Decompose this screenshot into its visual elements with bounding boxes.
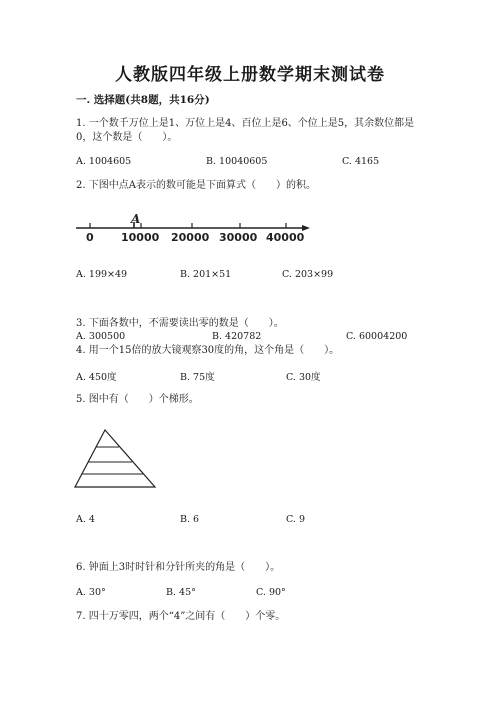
question-5-text: 5. 图中有（ ）个梯形。 (76, 394, 199, 405)
question-1-option-a[interactable]: A. 1004605 (76, 156, 132, 167)
trapezoid-triangle-figure (72, 428, 162, 492)
question-3-option-b[interactable]: B. 420782 (212, 331, 262, 342)
number-line-figure (74, 212, 314, 246)
question-3-option-c[interactable]: C. 60004200 (346, 331, 408, 342)
question-6-option-b[interactable]: B. 45° (166, 587, 196, 598)
question-1-option-c[interactable]: C. 4165 (342, 156, 380, 167)
question-4-option-b[interactable]: B. 75度 (180, 372, 215, 383)
question-5-option-c[interactable]: C. 9 (286, 514, 306, 525)
section-heading: 一. 选择题(共8题，共16分) (76, 94, 210, 106)
question-4-option-a[interactable]: A. 450度 (76, 372, 117, 383)
question-6-option-a[interactable]: A. 30° (76, 587, 106, 598)
question-2-option-a[interactable]: A. 199×49 (76, 269, 128, 280)
question-5-option-b[interactable]: B. 6 (180, 514, 200, 525)
question-1-text-line1: 1. 一个数千万位上是1、万位上是4、百位上是6、个位上是5，其余数位都是 (76, 118, 415, 129)
page-title: 人教版四年级上册数学期末测试卷 (115, 65, 385, 85)
question-7-text: 7. 四十万零四，两个“4”之间有（ ）个零。 (76, 611, 286, 622)
question-4-text: 4. 用一个15倍的放大镜观察30度的角，这个角是（ ）。 (76, 345, 340, 356)
question-3-text: 3. 下面各数中，不需要读出零的数是（ ）。 (76, 318, 284, 329)
question-3-option-a[interactable]: A. 300500 (76, 331, 126, 342)
question-5-option-a[interactable]: A. 4 (76, 514, 95, 525)
question-1-text-line2: 0，这个数是（ ）。 (76, 132, 178, 143)
tick-label-20000: 20000 (171, 231, 210, 244)
question-4-option-c[interactable]: C. 30度 (286, 372, 321, 383)
question-6-text: 6. 钟面上3时时针和分针所夹的角是（ ）。 (76, 562, 281, 573)
question-6-option-c[interactable]: C. 90° (256, 587, 286, 598)
question-2-option-c[interactable]: C. 203×99 (282, 269, 334, 280)
question-2-option-b[interactable]: B. 201×51 (180, 269, 232, 280)
point-a-label: A (131, 212, 141, 226)
tick-label-40000: 40000 (266, 231, 305, 244)
question-2-text: 2. 下图中点A表示的数可能是下面算式（ ）的积。 (76, 180, 316, 191)
tick-label-30000: 30000 (219, 231, 258, 244)
question-1-option-b[interactable]: B. 10040605 (206, 156, 268, 167)
tick-label-0: 0 (86, 231, 94, 244)
tick-label-10000: 10000 (121, 231, 160, 244)
